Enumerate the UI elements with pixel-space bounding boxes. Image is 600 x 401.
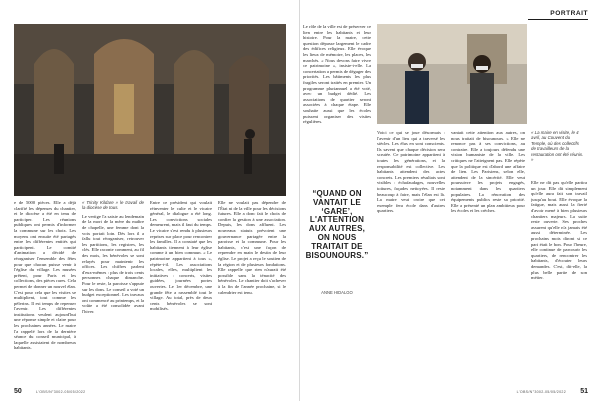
right-page <box>301 0 600 401</box>
pull-quote-author: ANNE HIDALGO <box>321 290 353 295</box>
right-column-3 <box>451 130 525 380</box>
left-page-number: 50 <box>14 388 22 395</box>
right-page-number: 51 <box>580 388 588 395</box>
right-column-3-text: vantait cette attention aux autres, on nous traitait de bisounours. » Elle ne renonce pas à ses convictions, au contraire. Elle a toujours défendu une vision humaniste de la ville. Les critiques ne l'atteignent pas. Elle répète que la politique est d'abord une affaire de lien. Les Parisiens, selon elle, attendent de la sincérité. Elle veut poursuivre les projets engagés, notamment dans les quartiers populaires. La rénovation des équipements publics reste sa priorité. Elle a présenté un plan ambitieux pour les écoles et les crèches. <box>451 130 525 214</box>
right-column-2 <box>377 130 445 380</box>
right-column-4 <box>531 180 587 380</box>
left-column-2 <box>82 200 144 380</box>
right-photo-caption: « La maire en visite, le 4 avril, au Couvent du Temple, où des collectifs de travailleurs de la restauration ont été réunis. » <box>531 130 584 163</box>
church-interior-illustration <box>14 24 286 196</box>
left-folio: L'OBS/N°3002-05/05/2022 <box>36 390 86 394</box>
right-column-1 <box>303 24 371 304</box>
left-column-3 <box>150 200 212 380</box>
left-column-4-text: Elle ne voulait pas dépendre de l'État ni de la ville pour les décisions futures. Elle a donc fait le choix de confier la gestion à une association. Depuis, les dons affluent. Les nouveaux statuts prévoient une gouvernance partagée entre la paroisse et la commune. Pour les habitants, c'est une façon de reprendre en main le destin de leur église. Le projet a reçu le soutien de la région et de plusieurs fondations. Elle rappelle que rien n'aurait été possible sans la ténacité des bénévoles. Le chantier doit s'achever à la fin de l'année prochaine, si le calendrier est tenu. <box>218 200 286 295</box>
church-interior-photo <box>14 24 286 196</box>
left-column-2-caption: « Trinity Kildare » le travail de la diocèse de tous. <box>82 200 144 211</box>
section-rubric: PORTRAIT <box>550 10 588 17</box>
pull-quote: “QUAND ON VANTAIT LE ‘GARE’, L'ATTENTION AUX AUTRES, ON NOUS TRAITAIT DE BISOUNOURS.” <box>305 189 369 260</box>
left-column-2-text: Le vertige l'a saisie au lendemain de la mort de la mère du maître de chapelle, une femme dont la voix portait loin. Dès lors il a fallu tout réorganiser, retrouver les partitions, les registres, les clés. Elle raconte comment, au fil des mois, les bénévoles se sont relayés pour maintenir les offices. Les chiffres parlent d'eux-mêmes : plus de trois cents personnes chaque dimanche. Pour le reste, la paroisse s'appuie sur les dons. Le conseil a voté un budget exceptionnel. Les travaux ont commencé au printemps, et la voûte a été consolidée avant l'hiver. <box>82 213 144 314</box>
left-column-1 <box>14 200 76 380</box>
rubric-rule <box>528 19 588 20</box>
right-column-2-text: Voici ce qui se joue désormais : l'avenir d'un lieu qui a traversé les siècles. Les élus en sont conscients. Ils savent que chaque décision sera scrutée. Ce patrimoine appartient à toutes les générations, et la responsabilité est collective. Les habitants attendent des actes concrets. Les premiers résultats sont visibles : échafaudages, nouvelles toitures, façades nettoyées. Il reste beaucoup à faire, mais l'élan est là. La maire veut croire que cet exemple fera école dans d'autres quartiers. <box>377 130 445 214</box>
mayor-visit-photo <box>377 24 527 124</box>
right-folio: L'OBS/N°3002-05/05/2022 <box>516 390 566 394</box>
mayor-visit-illustration <box>377 24 527 124</box>
left-column-4 <box>218 200 286 380</box>
right-column-1-text: Le rôle de la ville est de préserver ce lien entre les habitants et leur histoire. Pour la maire, cette question dépasse largement le cadre des édifices religieux. Elle évoque les lieux de mémoire, les places, les marchés. « Nous devons faire vivre ce patrimoine », insiste-t-elle. La concertation a permis de dégager des priorités. Les bâtiments les plus fragiles seront traités en premier. Un programme pluriannuel a été voté, avec un budget dédié. Les associations de quartier seront associées à chaque étape. Elle souhaite aussi que les écoles puissent organiser des visites régulières. <box>303 24 371 125</box>
left-column-3-text: Entre ce président qui voulait réinventer le culte et le vicaire général, le dialogue a été long. Les convictions sociales demeurent, mais il faut du temps. Le vicaire s'est rendu à plusieurs reprises sur place pour rencontrer les familles. Il a constaté que les habitants tiennent à leur église comme à un bien commun. « Le patrimoine appartient à tous », répète-t-il. Les associations locales, elles, multiplient les initiatives : concerts, visites guidées, journées portes ouvertes. Le 1er décembre, une grande fête a rassemblé tout le village. Au total, près de deux cents bénévoles se sont mobilisés. <box>150 200 212 312</box>
left-column-1-text: e de 5000 pièces. Elle a déjà clarifié les dépenses du chantier, et le diocèse a été en tenu de participer. Les réunions publiques ont permis d'informer la commune sur les choix. Les moyens ont ensuite été partagés entre les différentes entités qui participent. Le comité d'animation a décidé de réorganiser l'ensemble des fêtes pour que chacun puisse venir à l'église du village. Les musées prêtent, pour Paris et les collections, des pièces rares. Cela permet de donner un nouvel élan. C'est pour cela que les visites se multiplient, tout comme les pèlerins. Il est temps de repenser l'avenir. Les différentes institutions veulent aujourd'hui une réponse simple et claire pour les prochaines années. Le maire l'a rappelé lors de la dernière séance du conseil municipal, à laquelle assistaient de nombreux habitants. <box>14 200 76 351</box>
right-column-4-text: Elle ne dit pas qu'elle partira un jour. Elle dit simplement qu'elle aura fait son travail jusqu'au bout. Elle évoque la fatigue, mais aussi la fierté d'avoir mené à bien plusieurs chantiers majeurs. La suite reste ouverte. Ses proches assurent qu'elle n'a jamais été aussi déterminée. Les prochains mois diront si ce pari était le bon. Pour l'heure, elle continue de parcourir les quartiers, de rencontrer les habitants, d'écouter leurs demandes. C'est, dit-elle, la plus belle partie de son métier. <box>531 180 587 281</box>
